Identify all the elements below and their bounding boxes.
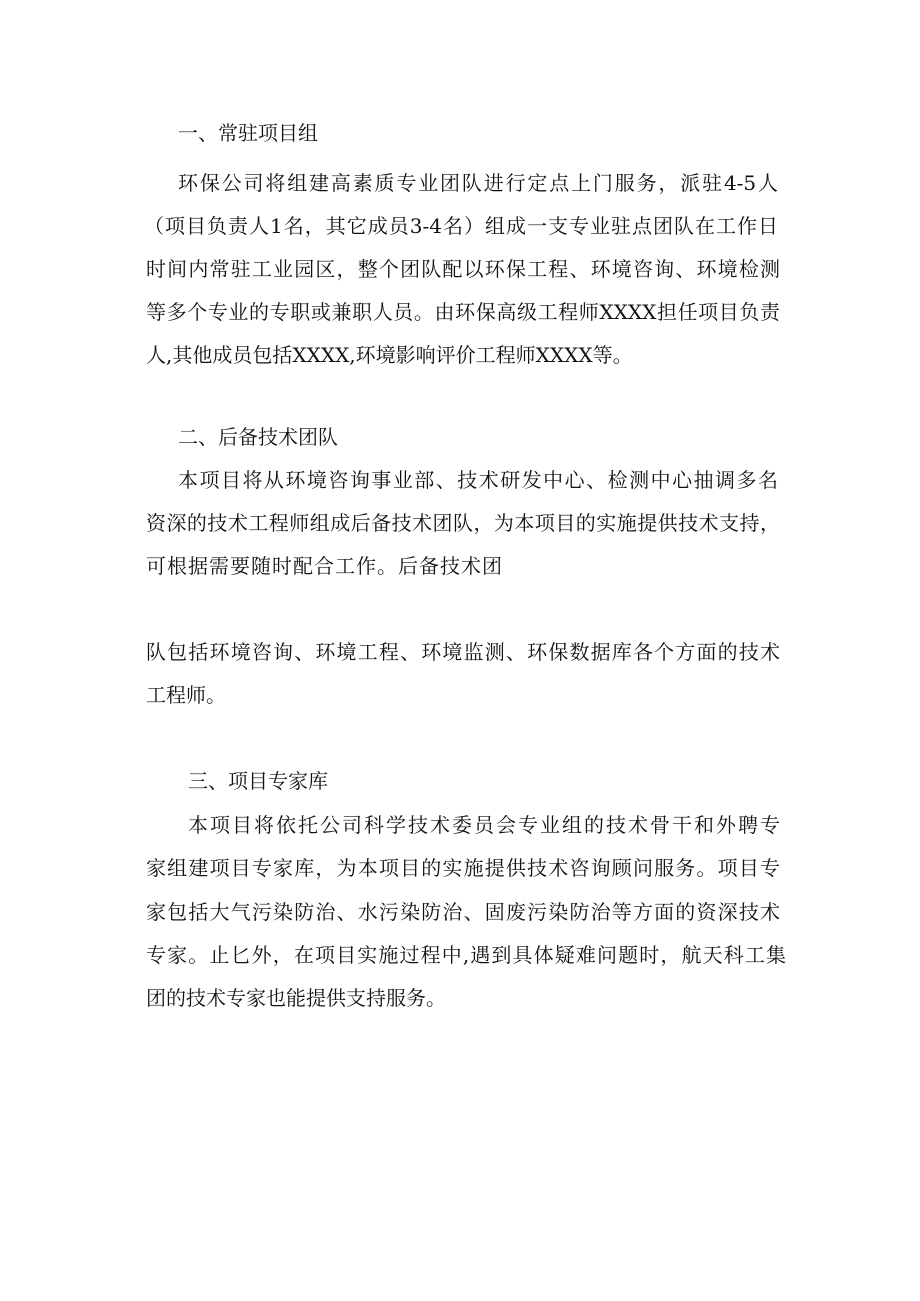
section-2-line: 工程师。: [146, 683, 226, 707]
section-1-line: 等多个专业的专职或兼职人员。由环保高级工程师XXXX担任项目负责: [146, 300, 780, 324]
section-2-line: 可根据需要随时配合工作。后备技术团: [146, 554, 503, 578]
section-2-heading: 二、后备技术团队: [178, 425, 338, 449]
section-2-line: 队包括环境咨询、环境工程、环境监测、环保数据库各个方面的技术: [146, 640, 780, 664]
section-2-line: 资深的技术工程师组成后备技术团队，为本项目的实施提供技术支持，: [146, 511, 780, 535]
section-3-line: 家组建项目专家库，为本项目的实施提供技术咨询顾问服务。项目专: [146, 856, 780, 880]
section-3-line: 家包括大气污染防治、水污染防治、固废污染防治等方面的资深技术: [146, 900, 780, 924]
section-1-line: 人,其他成员包括XXXX,环境影响评价工程师XXXX等。: [146, 343, 633, 367]
section-3-line: 团的技术专家也能提供支持服务。: [146, 986, 446, 1010]
section-3-line: 本项目将依托公司科学技术委员会专业组的技术骨干和外聘专: [188, 813, 780, 837]
section-1-line: （项目负责人1名，其它成员3-4名）组成一支专业驻点团队在工作日: [144, 214, 778, 238]
section-3-heading: 三、项目专家库: [188, 769, 328, 793]
section-1-line: 时间内常驻工业园区，整个团队配以环保工程、环境咨询、环境检测: [146, 257, 780, 281]
section-3-line: 专家。止匕外，在项目实施过程中,遇到具体疑难问题时，航天科工集: [146, 943, 786, 967]
section-1-heading: 一、常驻项目组: [178, 121, 318, 145]
section-2-line: 本项目将从环境咨询事业部、技术研发中心、检测中心抽调多名: [178, 468, 778, 492]
section-1-line: 环保公司将组建高素质专业团队进行定点上门服务，派驻4-5人: [178, 171, 778, 195]
